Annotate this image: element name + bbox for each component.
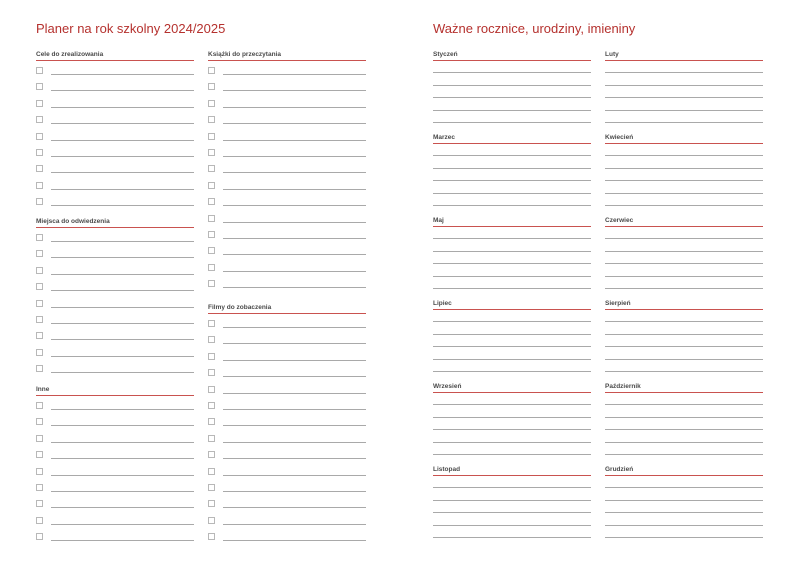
write-line[interactable]	[51, 107, 194, 108]
checkbox[interactable]	[208, 336, 215, 343]
write-line[interactable]	[51, 475, 194, 476]
write-line[interactable]	[51, 290, 194, 291]
checkbox[interactable]	[208, 165, 215, 172]
checkbox[interactable]	[208, 484, 215, 491]
month-rule	[605, 309, 763, 310]
write-line[interactable]	[223, 507, 366, 508]
month-label: Maj	[433, 217, 444, 224]
checkbox[interactable]	[36, 165, 43, 172]
write-line[interactable]	[51, 524, 194, 525]
write-line[interactable]	[605, 263, 763, 264]
write-line[interactable]	[223, 376, 366, 377]
write-line[interactable]	[223, 271, 366, 272]
right-page-title: Ważne rocznice, urodziny, imieniny	[433, 21, 636, 36]
month-label: Grudzień	[605, 466, 634, 473]
checkbox[interactable]	[36, 67, 43, 74]
write-line[interactable]	[51, 339, 194, 340]
section-label: Filmy do zobaczenia	[208, 304, 272, 311]
checkbox[interactable]	[36, 116, 43, 123]
write-line[interactable]	[223, 222, 366, 223]
write-line[interactable]	[223, 205, 366, 206]
write-line[interactable]	[433, 512, 591, 513]
checkbox[interactable]	[36, 533, 43, 540]
write-line[interactable]	[433, 334, 591, 335]
write-line[interactable]	[433, 168, 591, 169]
write-line[interactable]	[223, 74, 366, 75]
left-page-title: Planer na rok szkolny 2024/2025	[36, 21, 226, 36]
write-line[interactable]	[605, 512, 763, 513]
month-rule	[433, 143, 591, 144]
checkbox[interactable]	[208, 353, 215, 360]
write-line[interactable]	[223, 360, 366, 361]
checkbox[interactable]	[36, 500, 43, 507]
write-line[interactable]	[605, 334, 763, 335]
write-line[interactable]	[51, 90, 194, 91]
section-rule	[36, 60, 194, 61]
section-rule	[36, 227, 194, 228]
checkbox[interactable]	[36, 149, 43, 156]
checkbox[interactable]	[208, 468, 215, 475]
write-line[interactable]	[223, 140, 366, 141]
write-line[interactable]	[433, 205, 591, 206]
write-line[interactable]	[223, 254, 366, 255]
write-line[interactable]	[433, 500, 591, 501]
write-line[interactable]	[51, 140, 194, 141]
checkbox[interactable]	[208, 100, 215, 107]
write-line[interactable]	[605, 276, 763, 277]
section-label: Cele do zrealizowania	[36, 51, 104, 58]
write-line[interactable]	[51, 442, 194, 443]
checkbox[interactable]	[36, 365, 43, 372]
write-line[interactable]	[433, 346, 591, 347]
write-line[interactable]	[51, 123, 194, 124]
checkbox[interactable]	[36, 435, 43, 442]
checkbox[interactable]	[36, 100, 43, 107]
checkbox[interactable]	[208, 67, 215, 74]
write-line[interactable]	[223, 123, 366, 124]
write-line[interactable]	[223, 540, 366, 541]
write-line[interactable]	[433, 263, 591, 264]
month-label: Marzec	[433, 134, 456, 141]
checkbox[interactable]	[208, 386, 215, 393]
checkbox[interactable]	[36, 316, 43, 323]
month-label: Listopad	[433, 466, 461, 473]
write-line[interactable]	[433, 276, 591, 277]
write-line[interactable]	[433, 321, 591, 322]
write-line[interactable]	[51, 241, 194, 242]
checkbox[interactable]	[36, 267, 43, 274]
write-line[interactable]	[605, 205, 763, 206]
write-line[interactable]	[51, 156, 194, 157]
checkbox[interactable]	[208, 182, 215, 189]
checkbox[interactable]	[36, 517, 43, 524]
checkbox[interactable]	[208, 264, 215, 271]
checkbox[interactable]	[36, 250, 43, 257]
write-line[interactable]	[223, 475, 366, 476]
write-line[interactable]	[433, 288, 591, 289]
checkbox[interactable]	[36, 182, 43, 189]
write-line[interactable]	[605, 251, 763, 252]
checkbox[interactable]	[208, 83, 215, 90]
checkbox[interactable]	[36, 349, 43, 356]
checkbox[interactable]	[208, 320, 215, 327]
write-line[interactable]	[51, 257, 194, 258]
write-line[interactable]	[433, 110, 591, 111]
checkbox[interactable]	[208, 231, 215, 238]
write-line[interactable]	[433, 251, 591, 252]
write-line[interactable]	[223, 287, 366, 288]
write-line[interactable]	[605, 429, 763, 430]
section-rule	[208, 313, 366, 314]
write-line[interactable]	[223, 442, 366, 443]
write-line[interactable]	[605, 288, 763, 289]
write-line[interactable]	[223, 238, 366, 239]
write-line[interactable]	[223, 172, 366, 173]
checkbox[interactable]	[36, 468, 43, 475]
write-line[interactable]	[223, 107, 366, 108]
checkbox[interactable]	[208, 418, 215, 425]
month-label: Czerwiec	[605, 217, 634, 224]
write-line[interactable]	[223, 458, 366, 459]
write-line[interactable]	[605, 404, 763, 405]
write-line[interactable]	[223, 327, 366, 328]
month-rule	[605, 60, 763, 61]
write-line[interactable]	[433, 429, 591, 430]
checkbox[interactable]	[36, 198, 43, 205]
write-line[interactable]	[433, 525, 591, 526]
checkbox[interactable]	[208, 402, 215, 409]
month-label: Styczeń	[433, 51, 458, 58]
month-rule	[605, 226, 763, 227]
write-line[interactable]	[51, 507, 194, 508]
section-rule	[208, 60, 366, 61]
write-line[interactable]	[605, 454, 763, 455]
write-line[interactable]	[605, 72, 763, 73]
write-line[interactable]	[223, 343, 366, 344]
write-line[interactable]	[605, 359, 763, 360]
write-line[interactable]	[605, 500, 763, 501]
write-line[interactable]	[51, 458, 194, 459]
write-line[interactable]	[51, 74, 194, 75]
checkbox[interactable]	[208, 247, 215, 254]
month-label: Wrzesień	[433, 383, 462, 390]
checkbox[interactable]	[208, 215, 215, 222]
checkbox[interactable]	[208, 451, 215, 458]
write-line[interactable]	[605, 97, 763, 98]
checkbox[interactable]	[36, 234, 43, 241]
write-line[interactable]	[433, 238, 591, 239]
checkbox[interactable]	[208, 533, 215, 540]
write-line[interactable]	[605, 110, 763, 111]
write-line[interactable]	[433, 442, 591, 443]
write-line[interactable]	[433, 97, 591, 98]
write-line[interactable]	[223, 90, 366, 91]
write-line[interactable]	[51, 189, 194, 190]
section-label: Inne	[36, 386, 50, 393]
checkbox[interactable]	[36, 484, 43, 491]
write-line[interactable]	[223, 189, 366, 190]
write-line[interactable]	[433, 359, 591, 360]
checkbox[interactable]	[36, 332, 43, 339]
write-line[interactable]	[433, 417, 591, 418]
section-label: Książki do przeczytania	[208, 51, 281, 58]
month-label: Lipiec	[433, 300, 452, 307]
checkbox[interactable]	[208, 133, 215, 140]
write-line[interactable]	[433, 537, 591, 538]
write-line[interactable]	[605, 155, 763, 156]
write-line[interactable]	[223, 425, 366, 426]
write-line[interactable]	[605, 180, 763, 181]
write-line[interactable]	[605, 168, 763, 169]
checkbox[interactable]	[36, 133, 43, 140]
write-line[interactable]	[51, 274, 194, 275]
checkbox[interactable]	[208, 280, 215, 287]
checkbox[interactable]	[36, 418, 43, 425]
write-line[interactable]	[433, 371, 591, 372]
write-line[interactable]	[51, 491, 194, 492]
write-line[interactable]	[433, 72, 591, 73]
checkbox[interactable]	[208, 149, 215, 156]
write-line[interactable]	[605, 122, 763, 123]
month-label: Kwiecień	[605, 134, 634, 141]
write-line[interactable]	[433, 487, 591, 488]
month-label: Październik	[605, 383, 641, 390]
write-line[interactable]	[433, 155, 591, 156]
write-line[interactable]	[51, 372, 194, 373]
write-line[interactable]	[51, 205, 194, 206]
checkbox[interactable]	[208, 369, 215, 376]
write-line[interactable]	[223, 491, 366, 492]
write-line[interactable]	[433, 454, 591, 455]
write-line[interactable]	[605, 371, 763, 372]
checkbox[interactable]	[208, 517, 215, 524]
month-label: Sierpień	[605, 300, 631, 307]
write-line[interactable]	[605, 193, 763, 194]
month-rule	[433, 60, 591, 61]
month-rule	[433, 392, 591, 393]
month-rule	[433, 309, 591, 310]
month-rule	[605, 475, 763, 476]
write-line[interactable]	[605, 238, 763, 239]
write-line[interactable]	[433, 193, 591, 194]
month-rule	[433, 475, 591, 476]
write-line[interactable]	[605, 417, 763, 418]
checkbox[interactable]	[36, 451, 43, 458]
checkbox[interactable]	[208, 198, 215, 205]
checkbox[interactable]	[208, 435, 215, 442]
write-line[interactable]	[605, 85, 763, 86]
write-line[interactable]	[433, 122, 591, 123]
write-line[interactable]	[51, 172, 194, 173]
checkbox[interactable]	[36, 300, 43, 307]
write-line[interactable]	[51, 307, 194, 308]
month-label: Luty	[605, 51, 619, 58]
write-line[interactable]	[433, 85, 591, 86]
write-line[interactable]	[605, 525, 763, 526]
write-line[interactable]	[605, 487, 763, 488]
write-line[interactable]	[433, 404, 591, 405]
write-line[interactable]	[433, 180, 591, 181]
write-line[interactable]	[223, 156, 366, 157]
checkbox[interactable]	[208, 116, 215, 123]
section-rule	[36, 395, 194, 396]
month-rule	[605, 143, 763, 144]
write-line[interactable]	[51, 323, 194, 324]
write-line[interactable]	[223, 393, 366, 394]
write-line[interactable]	[605, 442, 763, 443]
write-line[interactable]	[223, 524, 366, 525]
checkbox[interactable]	[36, 402, 43, 409]
month-rule	[605, 392, 763, 393]
checkbox[interactable]	[36, 83, 43, 90]
write-line[interactable]	[605, 346, 763, 347]
write-line[interactable]	[605, 537, 763, 538]
checkbox[interactable]	[208, 500, 215, 507]
write-line[interactable]	[51, 425, 194, 426]
write-line[interactable]	[51, 356, 194, 357]
month-rule	[433, 226, 591, 227]
write-line[interactable]	[51, 540, 194, 541]
write-line[interactable]	[223, 409, 366, 410]
checkbox[interactable]	[36, 283, 43, 290]
section-label: Miejsca do odwiedzenia	[36, 218, 110, 225]
write-line[interactable]	[51, 409, 194, 410]
write-line[interactable]	[605, 321, 763, 322]
